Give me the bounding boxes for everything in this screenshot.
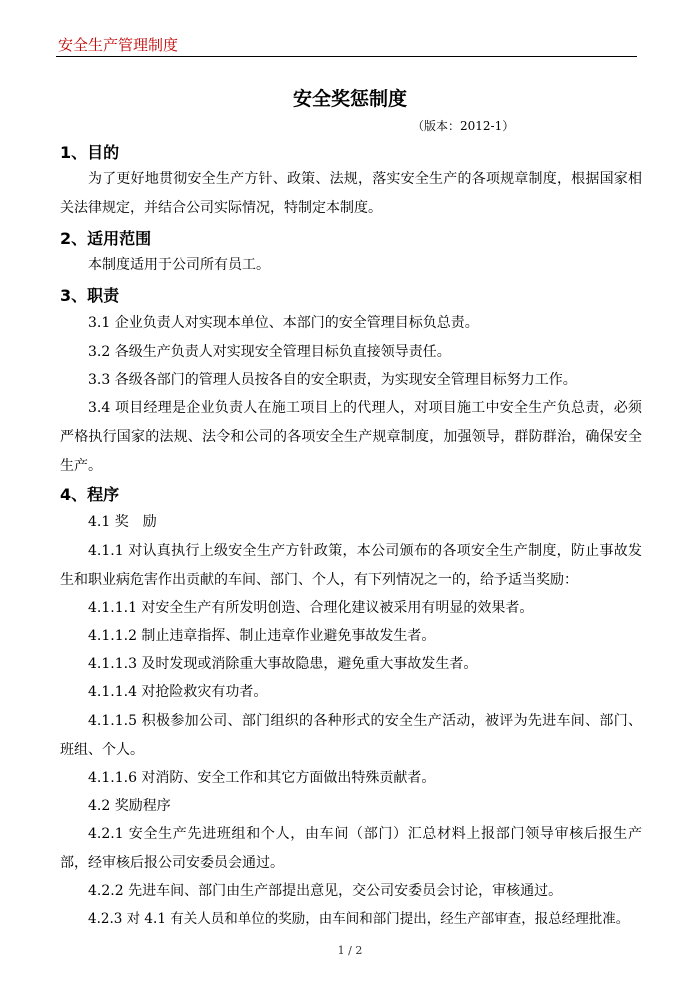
document-title: 安全奖惩制度 xyxy=(292,88,407,110)
paragraph-4-1-1-3: 4.1.1.3 及时发现或消除重大事故隐患，避免重大事故发生者。 xyxy=(88,656,478,672)
paragraph-4-1-1-1: 4.1.1.1 对安全生产有所发明创造、合理化建议被采用有明显的效果者。 xyxy=(88,600,534,616)
paragraph-3-3: 3.3 各级各部门的管理人员按各自的安全职责，为实现安全管理目标努力工作。 xyxy=(88,372,577,388)
section-heading-procedure: 4、程序 xyxy=(60,485,120,504)
paragraph-purpose: 为了更好地贯彻安全生产方针、政策、法规，落实安全生产的各项规章制度，根据国家相关法律规定，并结合公司实际情况，特制定本制度。 xyxy=(60,171,642,216)
paragraph-4-1-1: 4.1.1 对认真执行上级安全生产方针政策，本公司颁布的各项安全生产制度，防止事故发生和职业病危害作出贡献的车间、部门、个人，有下列情况之一的，给予适当奖励： xyxy=(60,543,642,588)
paragraph-4-2-3: 4.2.3 对 4.1 有关人员和单位的奖励，由车间和部门提出，经生产部审查，报总经理批准。 xyxy=(88,911,630,927)
paragraph-4-1: 4.1 奖 励 xyxy=(88,514,157,530)
paragraph-3-1: 3.1 企业负责人对实现本单位、本部门的安全管理目标负总责。 xyxy=(88,315,479,331)
header-divider xyxy=(56,56,637,57)
paragraph-3-2: 3.2 各级生产负责人对实现安全管理目标负直接领导责任。 xyxy=(88,344,451,360)
running-header: 安全生产管理制度 xyxy=(58,36,179,54)
paragraph-4-2-2: 4.2.2 先进车间、部门由生产部提出意见，交公司安委员会讨论，审核通过。 xyxy=(88,883,563,899)
paragraph-4-1-1-2: 4.1.1.2 制止违章指挥、制止违章作业避免事故发生者。 xyxy=(88,628,436,644)
paragraph-scope: 本制度适用于公司所有员工。 xyxy=(88,257,270,273)
version-label: （版本：2012-1） xyxy=(412,119,515,133)
section-heading-scope: 2、适用范围 xyxy=(60,229,152,248)
paragraph-4-1-1-4: 4.1.1.4 对抢险救灾有功者。 xyxy=(88,684,268,700)
paragraph-4-2: 4.2 奖励程序 xyxy=(88,798,171,814)
paragraph-4-1-1-6: 4.1.1.6 对消防、安全工作和其它方面做出特殊贡献者。 xyxy=(88,770,436,786)
section-heading-purpose: 1、目的 xyxy=(60,143,120,162)
section-heading-duties: 3、职责 xyxy=(60,286,120,305)
page-number: 1 / 2 xyxy=(337,944,363,957)
paragraph-4-2-1: 4.2.1 安全生产先进班组和个人，由车间（部门）汇总材料上报部门领导审核后报生产部，经审核后报公司安委员会通过。 xyxy=(60,826,642,871)
paragraph-4-1-1-5: 4.1.1.5 积极参加公司、部门组织的各种形式的安全生产活动，被评为先进车间、部门、班组、个人。 xyxy=(60,713,642,758)
paragraph-3-4: 3.4 项目经理是企业负责人在施工项目上的代理人，对项目施工中安全生产负总责，必须严格执行国家的法规、法令和公司的各项安全生产规章制度，加强领导，群防群治，确保安全生产。 xyxy=(60,400,642,474)
